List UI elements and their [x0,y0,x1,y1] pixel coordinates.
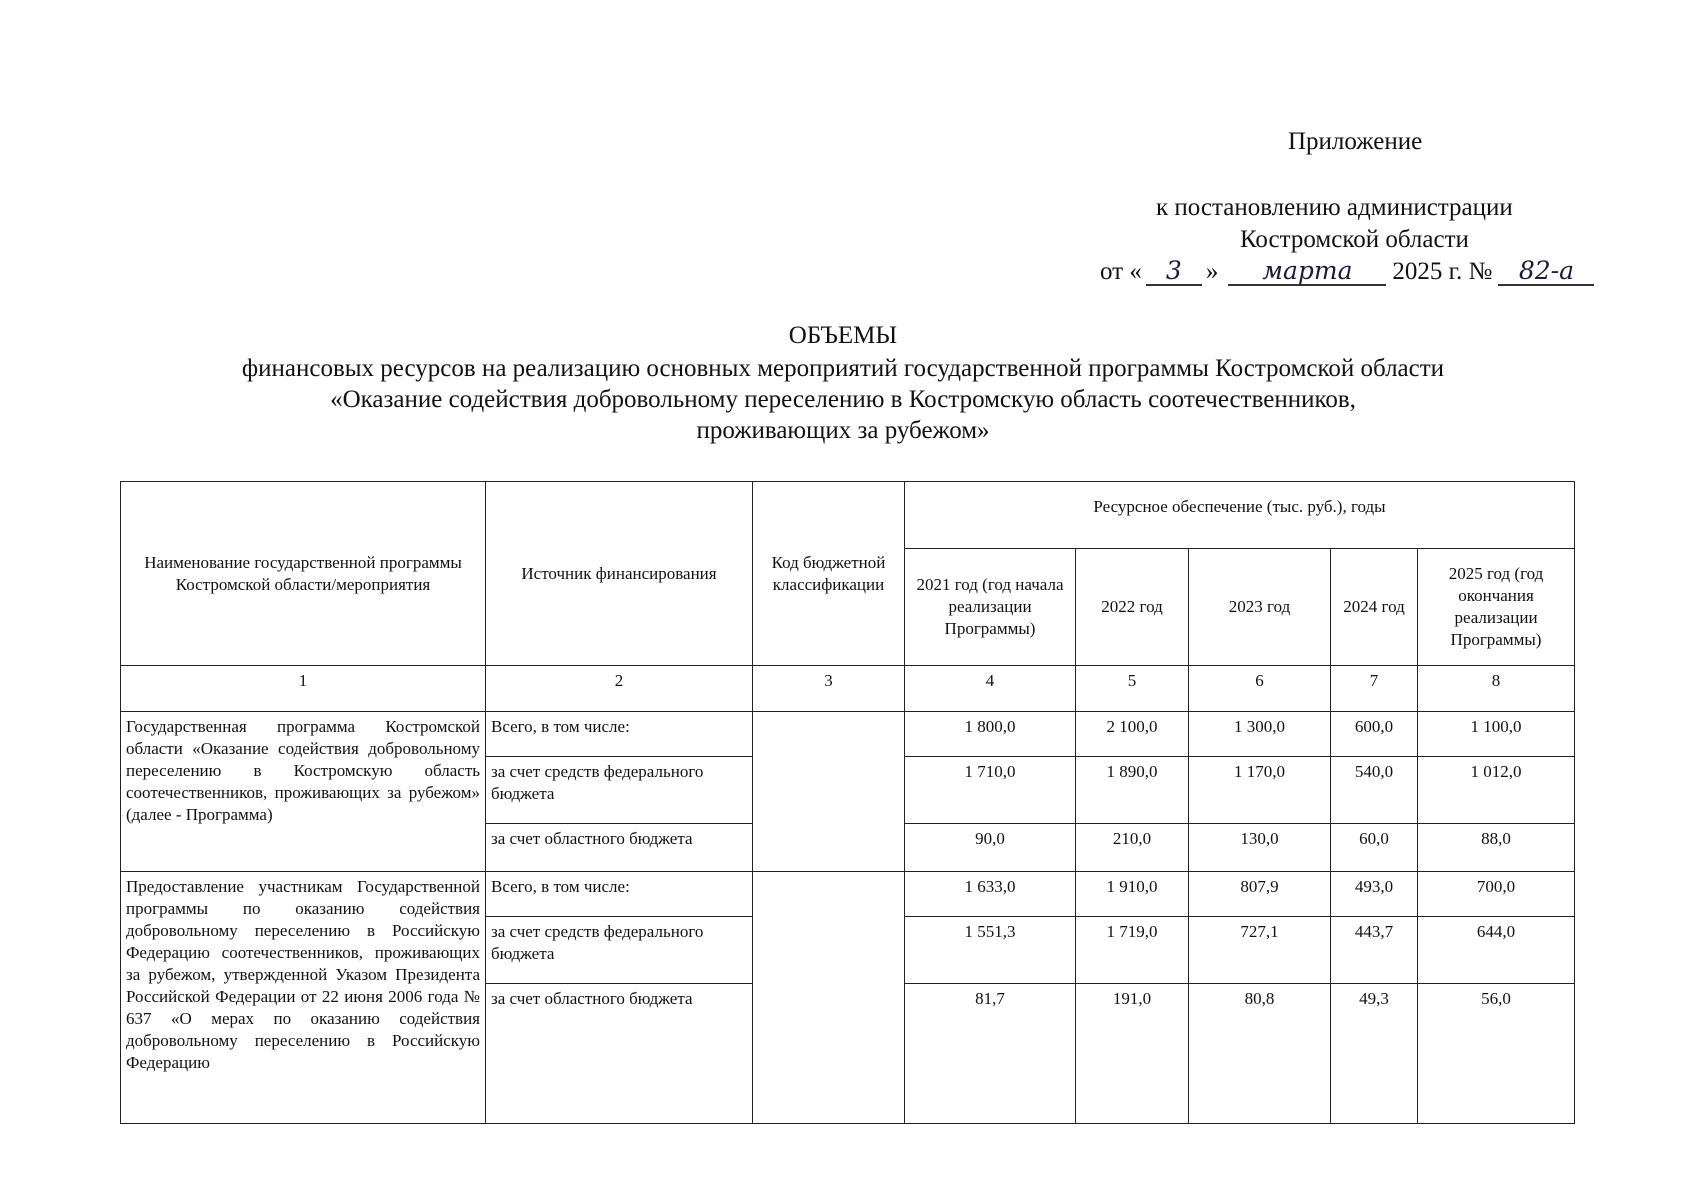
budget-code-cell [753,872,905,1124]
source-cell: за счет областного бюджета [486,984,753,1124]
source-cell: за счет средств федерального бюджета [486,917,753,984]
value-cell: 1 633,0 [905,872,1076,917]
value-cell: 49,3 [1331,984,1418,1124]
column-number: 7 [1331,666,1418,712]
budget-code-cell [753,712,905,872]
source-cell: за счет средств федерального бюджета [486,757,753,824]
handwritten-month: марта [1228,258,1386,286]
date-prefix: от « [1100,258,1142,285]
date-year: 2025 г. № [1392,258,1493,285]
source-cell: Всего, в том числе: [486,872,753,917]
value-cell: 60,0 [1331,824,1418,872]
value-cell: 1 551,3 [905,917,1076,984]
table-row [121,872,1575,917]
column-number: 8 [1418,666,1575,712]
document-subtitle-line2: «Оказание содействия добровольному переселению в Костромскую область соотечественников, [330,386,1356,413]
column-number: 2 [486,666,753,712]
header-year-2021: 2021 год (год начала реализации Программы) [905,549,1076,666]
value-cell: 1 100,0 [1418,712,1575,757]
header-year-2022: 2022 год [1076,549,1189,666]
header-source: Источник финансирования [486,482,753,666]
value-cell: 540,0 [1331,757,1418,824]
value-cell: 807,9 [1189,872,1331,917]
value-cell: 1 910,0 [1076,872,1189,917]
value-cell: 88,0 [1418,824,1575,872]
header-year-2023: 2023 год [1189,549,1331,666]
handwritten-number: 82-а [1498,258,1594,286]
value-cell: 80,8 [1189,984,1331,1124]
value-cell: 493,0 [1331,872,1418,917]
value-cell: 56,0 [1418,984,1575,1124]
table-row [121,712,1575,757]
value-cell: 90,0 [905,824,1076,872]
value-cell: 1 800,0 [905,712,1076,757]
value-cell: 1 012,0 [1418,757,1575,824]
value-cell: 1 300,0 [1189,712,1331,757]
column-number: 4 [905,666,1076,712]
column-number: 1 [121,666,486,712]
value-cell: 1 710,0 [905,757,1076,824]
source-cell: Всего, в том числе: [486,712,753,757]
decree-region: Костромской области [1240,226,1469,253]
document-subtitle-line3: проживающих за рубежом» [696,417,990,444]
program-name-cell: Государственная программа Костромской области «Оказание содействия добровольному переселению в Костромскую область соотечественников, проживающих за рубежом» (далее - Программа) [121,712,486,872]
header-code: Код бюджетной классификации [753,482,905,666]
value-cell: 727,1 [1189,917,1331,984]
document-title: ОБЪЕМЫ [788,322,898,349]
decree-date-line [1100,256,1594,288]
decree-reference: к постановлению администрации [1156,194,1513,221]
column-number: 5 [1076,666,1189,712]
column-number: 3 [753,666,905,712]
column-number-row [121,666,1575,712]
value-cell: 210,0 [1076,824,1189,872]
value-cell: 81,7 [905,984,1076,1124]
handwritten-day: 3 [1146,258,1202,286]
measure-name-cell: Предоставление участникам Государственной программы по оказанию содействия добровольному переселению в Российскую Федерацию соотечественников, проживающих за рубежом, утвержденной Указом Президента Российской Федерации от 22 июня 2006 года № 637 «О мерах по оказанию содействия добровольному переселению в Российскую Федерацию [121,872,486,1124]
value-cell: 130,0 [1189,824,1331,872]
value-cell: 1 890,0 [1076,757,1189,824]
date-mid: » [1205,258,1219,285]
header-year-2024: 2024 год [1331,549,1418,666]
value-cell: 644,0 [1418,917,1575,984]
header-year-2025: 2025 год (год окончания реализации Программы) [1418,549,1575,666]
value-cell: 191,0 [1076,984,1189,1124]
value-cell: 600,0 [1331,712,1418,757]
source-cell: за счет областного бюджета [486,824,753,872]
header-name: Наименование государственной программы Костромской области/мероприятия [121,482,486,666]
value-cell: 2 100,0 [1076,712,1189,757]
column-number: 6 [1189,666,1331,712]
value-cell: 1 170,0 [1189,757,1331,824]
header-resources: Ресурсное обеспечение (тыс. руб.), годы [905,482,1575,549]
value-cell: 1 719,0 [1076,917,1189,984]
value-cell: 700,0 [1418,872,1575,917]
appendix-label: Приложение [1288,128,1423,155]
document-subtitle-line1: финансовых ресурсов на реализацию основных мероприятий государственной программы Костромской области [241,355,1445,382]
financing-table [120,481,1575,1124]
value-cell: 443,7 [1331,917,1418,984]
